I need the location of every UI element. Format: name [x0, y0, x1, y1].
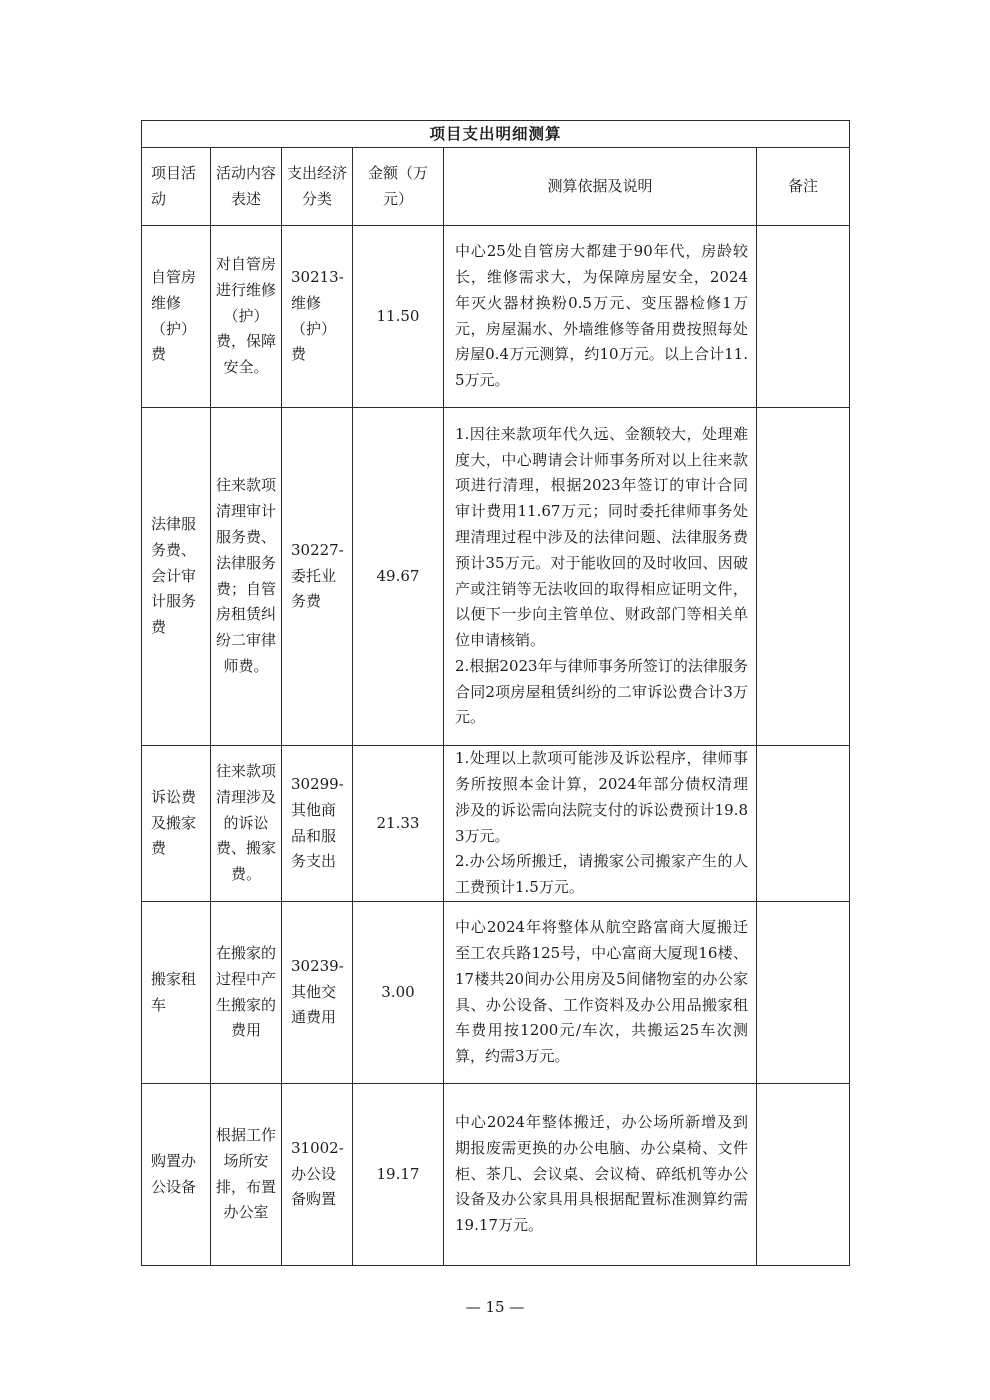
row-amount: 19.17: [353, 1084, 444, 1266]
row-description: 对自管房进行维修（护）费，保障安全。: [211, 226, 282, 408]
basis-paragraph: 2.办公场所搬迁，请搬家公司搬家产生的人工费预计1.5万元。: [455, 852, 748, 897]
row-basis: [444, 746, 757, 902]
row-description: 在搬家的过程中产生搬家的费用: [211, 902, 282, 1084]
row-econ-class: 30239-其他交通费用: [282, 902, 353, 1084]
basis-paragraph: 中心25处自管房大都建于90年代，房龄较长，维修需求大，为保障房屋安全，2024年灭火器材换粉0.5万元、变压器检修1万元，房屋漏水、外墙维修等备用费按照每处房屋0.4万元测算，约10万元。以上合计11.5万元。: [455, 242, 748, 390]
page-number: — 15 —: [465, 1298, 525, 1316]
row-activity: 搬家租车: [142, 902, 211, 1084]
table-row: [142, 902, 850, 1084]
row-remark: [757, 902, 850, 1084]
row-remark: [757, 226, 850, 408]
row-remark: [757, 408, 850, 746]
basis-paragraph: 1.因往来款项年代久远、金额较大，处理难度大，中心聘请会计师事务所对以上往来款项进行清理，根据2023年签订的审计合同审计费用11.67万元；同时委托律师事务处理清理过程中涉及的法律问题、法律服务费预计35万元。对于能收回的及时收回、因破产或注销等无法收回的取得相应证明文件，以便下一步向主管单位、财政部门等相关单位申请核销。: [455, 424, 748, 650]
table-title-row: [142, 121, 850, 148]
row-basis: [444, 226, 757, 408]
expense-detail-table: [141, 120, 850, 1266]
row-description: 根据工作场所安排，布置办公室: [211, 1084, 282, 1266]
row-activity: 自管房维修（护）费: [142, 226, 211, 408]
header-basis: 测算依据及说明: [444, 148, 757, 226]
header-description: 活动内容表述: [211, 148, 282, 226]
table-row: [142, 408, 850, 746]
row-description: 往来款项清理审计服务费、法律服务费；自管房租赁纠纷二审律师费。: [211, 408, 282, 746]
row-econ-class: 31002-办公设备购置: [282, 1084, 353, 1266]
row-remark: [757, 1084, 850, 1266]
table-row: [142, 746, 850, 902]
basis-paragraph: 中心2024年将整体从航空路富商大厦搬迁至工农兵路125号，中心富商大厦现16楼、17楼共20间办公用房及5间储物室的办公家具、办公设备、工作资料及办公用品搬家租车费用按1200元/车次，共搬运25车次测算，约需3万元。: [455, 918, 748, 1066]
row-amount: 3.00: [353, 902, 444, 1084]
row-econ-class: 30299-其他商品和服务支出: [282, 746, 353, 902]
table-row: [142, 1084, 850, 1266]
row-remark: [757, 746, 850, 902]
table-row: [142, 226, 850, 408]
row-description: 往来款项清理涉及的诉讼费、搬家费。: [211, 746, 282, 902]
row-basis: [444, 902, 757, 1084]
basis-paragraph: 2.根据2023年与律师事务所签订的法律服务合同2项房屋租赁纠纷的二审诉讼费合计3万元。: [455, 656, 748, 727]
row-amount: 21.33: [353, 746, 444, 902]
row-activity: 购置办公设备: [142, 1084, 211, 1266]
header-activity: 项目活动: [142, 148, 211, 226]
header-amount: 金额（万元）: [353, 148, 444, 226]
table-title: 项目支出明细测算: [142, 121, 850, 148]
row-basis: [444, 1084, 757, 1266]
table-header-row: [142, 148, 850, 226]
basis-paragraph: 1.处理以上款项可能涉及诉讼程序，律师事务所按照本金计算，2024年部分债权清理涉及的诉讼需向法院支付的诉讼费预计19.83万元。: [455, 749, 748, 845]
row-econ-class: 30213-维修（护）费: [282, 226, 353, 408]
row-econ-class: 30227-委托业务费: [282, 408, 353, 746]
header-remark: 备注: [757, 148, 850, 226]
row-activity: 诉讼费及搬家费: [142, 746, 211, 902]
row-basis: [444, 408, 757, 746]
basis-paragraph: 中心2024年整体搬迁，办公场所新增及到期报废需更换的办公电脑、办公桌椅、文件柜、茶几、会议桌、会议椅、碎纸机等办公设备及办公家具用具根据配置标准测算约需19.17万元。: [455, 1113, 748, 1235]
header-econ-class: 支出经济分类: [282, 148, 353, 226]
row-amount: 11.50: [353, 226, 444, 408]
row-amount: 49.67: [353, 408, 444, 746]
row-activity: 法律服务费、会计审计服务费: [142, 408, 211, 746]
